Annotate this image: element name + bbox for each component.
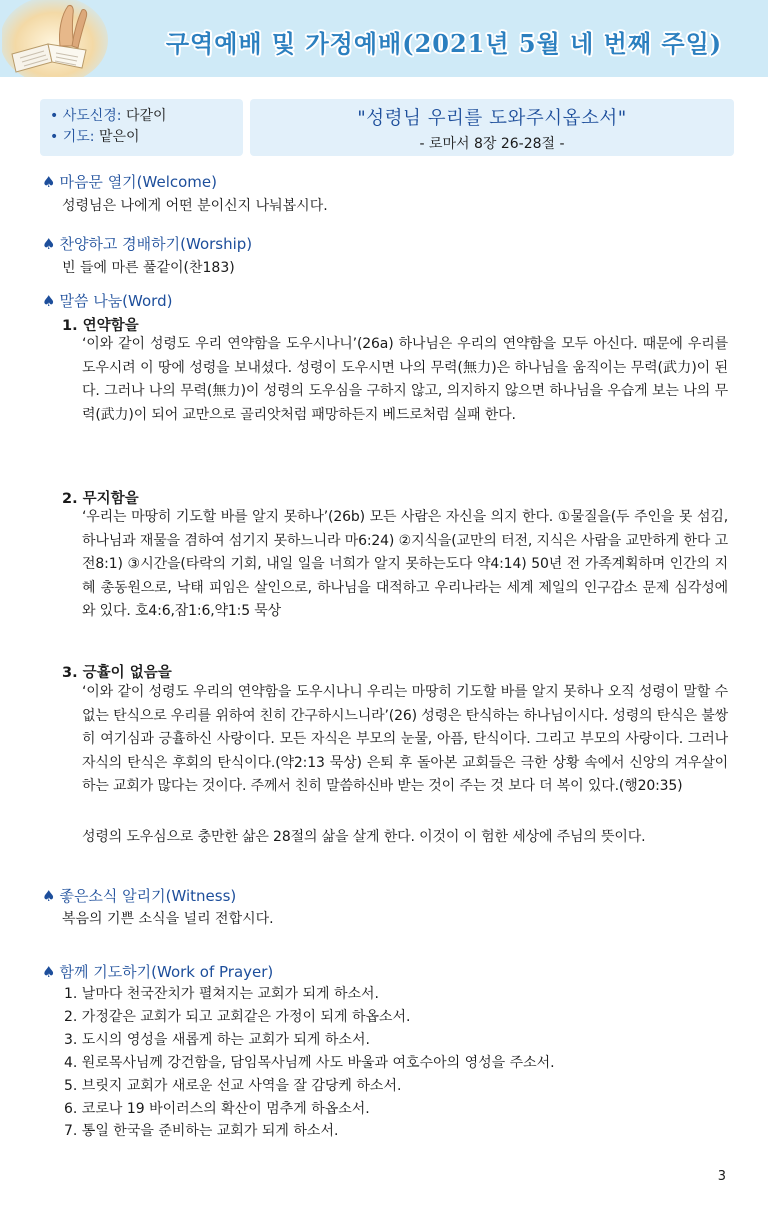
witness-heading [42,885,236,906]
point-3-title: 3. 긍휼이 없음을 [62,665,172,681]
page-number: 3 [717,1169,726,1184]
word-heading-text: 말씀 나눔(Word) [59,292,173,310]
prayer-value: 맡은이 [98,129,140,145]
page-title: 구역예배 및 가정예배(2021년 5월 네 번째 주일) [165,29,723,58]
creed-label: • 사도신경: [50,108,122,124]
spade-icon: ♠ [42,963,56,981]
prayer-item: 6. 코로나 19 바이러스의 확산이 멈추게 하옵소서. [64,1100,370,1117]
bible-praying-hands-icon [2,0,114,77]
point-1-title: 1. 연약함을 [62,318,139,334]
welcome-heading [42,171,217,192]
welcome-body: 성령님은 나에게 어떤 분이신지 나눠봅시다. [62,198,328,214]
worship-order-box [40,99,243,156]
word-heading [42,290,172,311]
point-1-body: ‘이와 같이 성령도 우리 연약함을 도우시나니’(26a) 하나님은 우리의 연약함을 모두 아신다. 때문에 우리를 도우시려 이 땅에 성령을 보내셨다. 성령이 도우시면 나의 무력(無力)은 하나님을 움직이는 무력(武力)이 된다. 그러나 나의 무력(無力)이 성령의 도우심을 구하지 않고, 의지하지 않으면 하나님을 우습게 보는 나의 무력(武力)이 되어 교만으로 골리앗처럼 패망하든지 베드로처럼 실패 한다. [82,336,728,423]
spade-icon: ♠ [42,887,56,905]
point-2-body: ‘우리는 마땅히 기도할 바를 알지 못하나’(26b) 모든 사람은 자신을 의지 한다. ①물질을(두 주인을 못 섬김, 하나님과 재물을 겸하여 섬기지 못하느니라 마6:24) ②지식을(교만의 터전, 지식은 사람을 교만하게 한다 고전8:1) ③시간을(타락의 기회, 내일 일을 너희가 알지 못하는도다 약4:14) 50년 전 가족계획하며 인간의 지혜 총동원으로, 낙태 피임은 살인으로, 하나님을 대적하고 우리나라는 세계 제일의 인구감소 문제 심각성에 와 있다. 호4:6,잠1:6,약1:5 묵상 [82,509,728,620]
prayer-heading [42,961,273,982]
prayer-item: 7. 통일 한국을 준비하는 교회가 되게 하소서. [64,1123,339,1140]
creed-value: 다같이 [125,108,167,124]
point-3-closing: 성령의 도우심으로 충만한 삶은 28절의 삶을 살게 한다. 이것이 이 험한 세상에 주님의 뜻이다. [82,829,646,845]
prayer-row [50,127,243,148]
creed-row [50,106,243,127]
witness-body: 복음의 기쁜 소식을 널리 전합시다. [62,911,274,927]
header-banner [0,0,768,77]
worship-heading [42,233,252,254]
sermon-title: "성령님 우리를 도와주시옵소서" [357,108,627,129]
prayer-item: 2. 가정같은 교회가 되고 교회같은 가정이 되게 하옵소서. [64,1008,411,1025]
prayer-label: • 기도: [50,129,95,145]
prayer-item: 3. 도시의 영성을 새롭게 하는 교회가 되게 하소서. [64,1031,370,1048]
worship-heading-text: 찬양하고 경배하기(Worship) [59,235,253,253]
point-3-body: ‘이와 같이 성령도 우리의 연약함을 도우시나니 우리는 마땅히 기도할 바를 알지 못하나 오직 성령이 말할 수 없는 탄식으로 우리를 위하여 친히 간구하시느니라’(26) 성령은 탄식하는 하나님이시다. 성령의 탄식은 불쌍히 여기심과 긍휼하신 사랑이다. 모든 자식은 부모의 눈물, 아픔, 탄식이다. 그리고 부모의 사랑이다. 그러나 자식의 탄식은 후회의 탄식이다.(약2:13 묵상) 은퇴 후 돌아본 교회들은 극한 상황 속에서 신앙의 겨우살이 하는 교회가 많다는 것이다. 주께서 친히 말씀하신바 받는 것이 주는 것 보다 더 복이 있다.(행20:35) [82,684,729,795]
spade-icon: ♠ [42,173,56,191]
spade-icon: ♠ [42,235,56,253]
spade-icon: ♠ [42,292,56,310]
sermon-scripture: - 로마서 8장 26-28절 - [419,136,565,152]
prayer-item: 4. 원로목사님께 강건함을, 담임목사님께 사도 바울과 여호수아의 영성을 주소서. [64,1054,555,1071]
welcome-heading-text: 마음문 열기(Welcome) [59,173,217,191]
prayer-item: 1. 날마다 천국잔치가 펼쳐지는 교회가 되게 하소서. [64,986,379,1002]
prayer-item: 5. 브릿지 교회가 새로운 선교 사역을 잘 감당케 하소서. [64,1077,402,1094]
point-2-title: 2. 무지함을 [62,491,139,507]
prayer-heading-text: 함께 기도하기(Work of Prayer) [59,963,274,981]
prayer-list [64,983,555,1143]
worship-body: 빈 들에 마른 풀같이(찬183) [62,260,235,276]
witness-heading-text: 좋은소식 알리기(Witness) [59,887,237,905]
sermon-title-box [250,99,734,156]
